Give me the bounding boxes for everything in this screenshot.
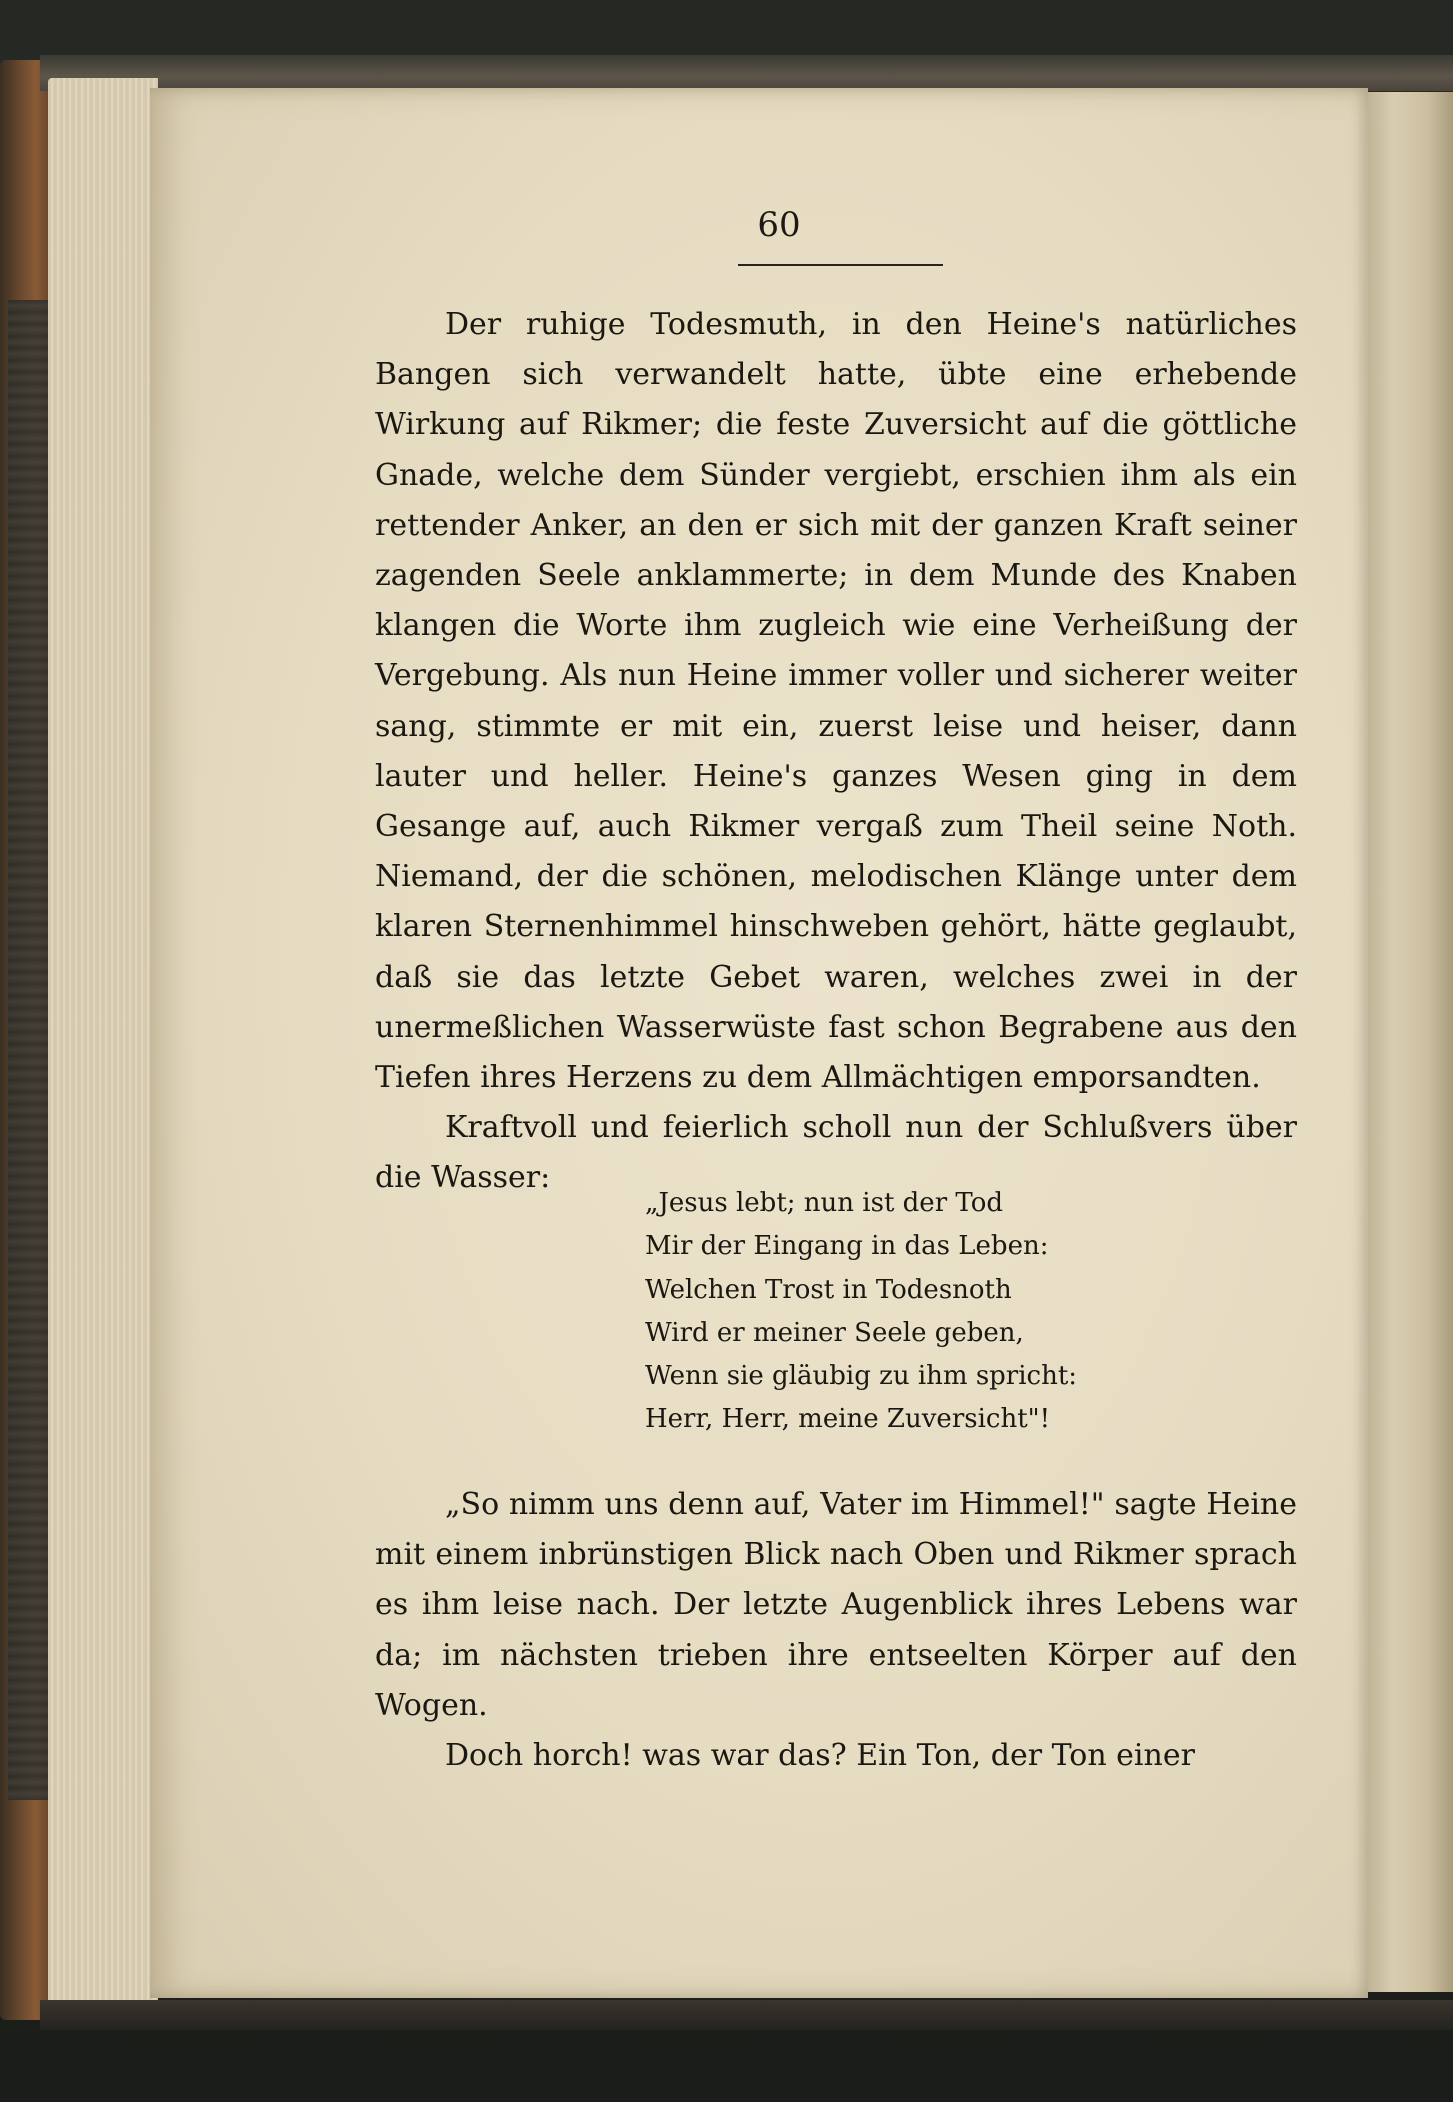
paragraph: Doch horch! was war das? Ein Ton, der Ton einer [445,1738,1195,1774]
paragraph: „So nimm uns denn auf, Vater im Himmel!" sagte Heine mit einem inbrünstigen Blick nach Oben und Rikmer sprach es ihm leise nach. Der letzte Augenblick ihres Lebens war da; im nächsten trieben ihre entseelten Körper auf den Wogen. [375,1487,1297,1723]
page-edges-left [48,78,158,2008]
verse-line: „Jesus lebt; nun ist der Tod [645,1188,1004,1218]
page-number: 60 [757,205,801,245]
verse-line: Wird er meiner Seele geben, [645,1317,1024,1348]
paragraph: Der ruhige Todesmuth, in den Heine's natürliches Bangen sich verwandelt hatte, übte eine erhebende Wirkung auf Rikmer; die feste Zuversicht auf die göttliche Gnade, welche dem Sünder vergiebt, erschien ihm als ein rettender Anker, an den er sich mit der ganzen Kraft seiner zagenden Seele anklammerte; in dem Munde des Knaben klangen die Worte ihm zugleich wie eine Verheißung der Vergebung. Als nun Heine immer voller und sicherer weiter sang, stimmte er mit ein, zuerst leise und heiser, dann lauter und heller. Heine's ganzes Wesen ging in dem Gesange auf, auch Rikmer vergaß zum Theil seine Noth. Niemand, der die schönen, melodischen Klänge unter dem klaren Sternenhimmel hinschweben gehört, hätte geglaubt, daß sie das letzte Gebet waren, welches zwei in der unermeßlichen Wasserwüste fast schon Begrabene aus den Tiefen ihres Herzens zu dem Allmächtigen emporsandten. [375,307,1297,1096]
body-text-before-verse [375,300,1297,1204]
book-top-edge [40,55,1453,91]
verse-line: Wenn sie gläubig zu ihm spricht: [645,1361,1078,1392]
header-rule [738,264,943,266]
book-bottom-edge [40,2000,1453,2030]
verse-block [645,1182,1205,1442]
verse-line: Herr, Herr, meine Zuversicht"! [645,1404,1051,1435]
paragraph: Kraftvoll und feierlich scholl nun der Schlußvers über die Wasser: [375,1110,1297,1196]
verse-line: Mir der Eingang in das Leben: [645,1231,1049,1262]
body-text-after-verse [375,1480,1297,1781]
page-edges-right [1368,92,1453,1992]
verse-line: Welchen Trost in Todesnoth [645,1274,1012,1305]
